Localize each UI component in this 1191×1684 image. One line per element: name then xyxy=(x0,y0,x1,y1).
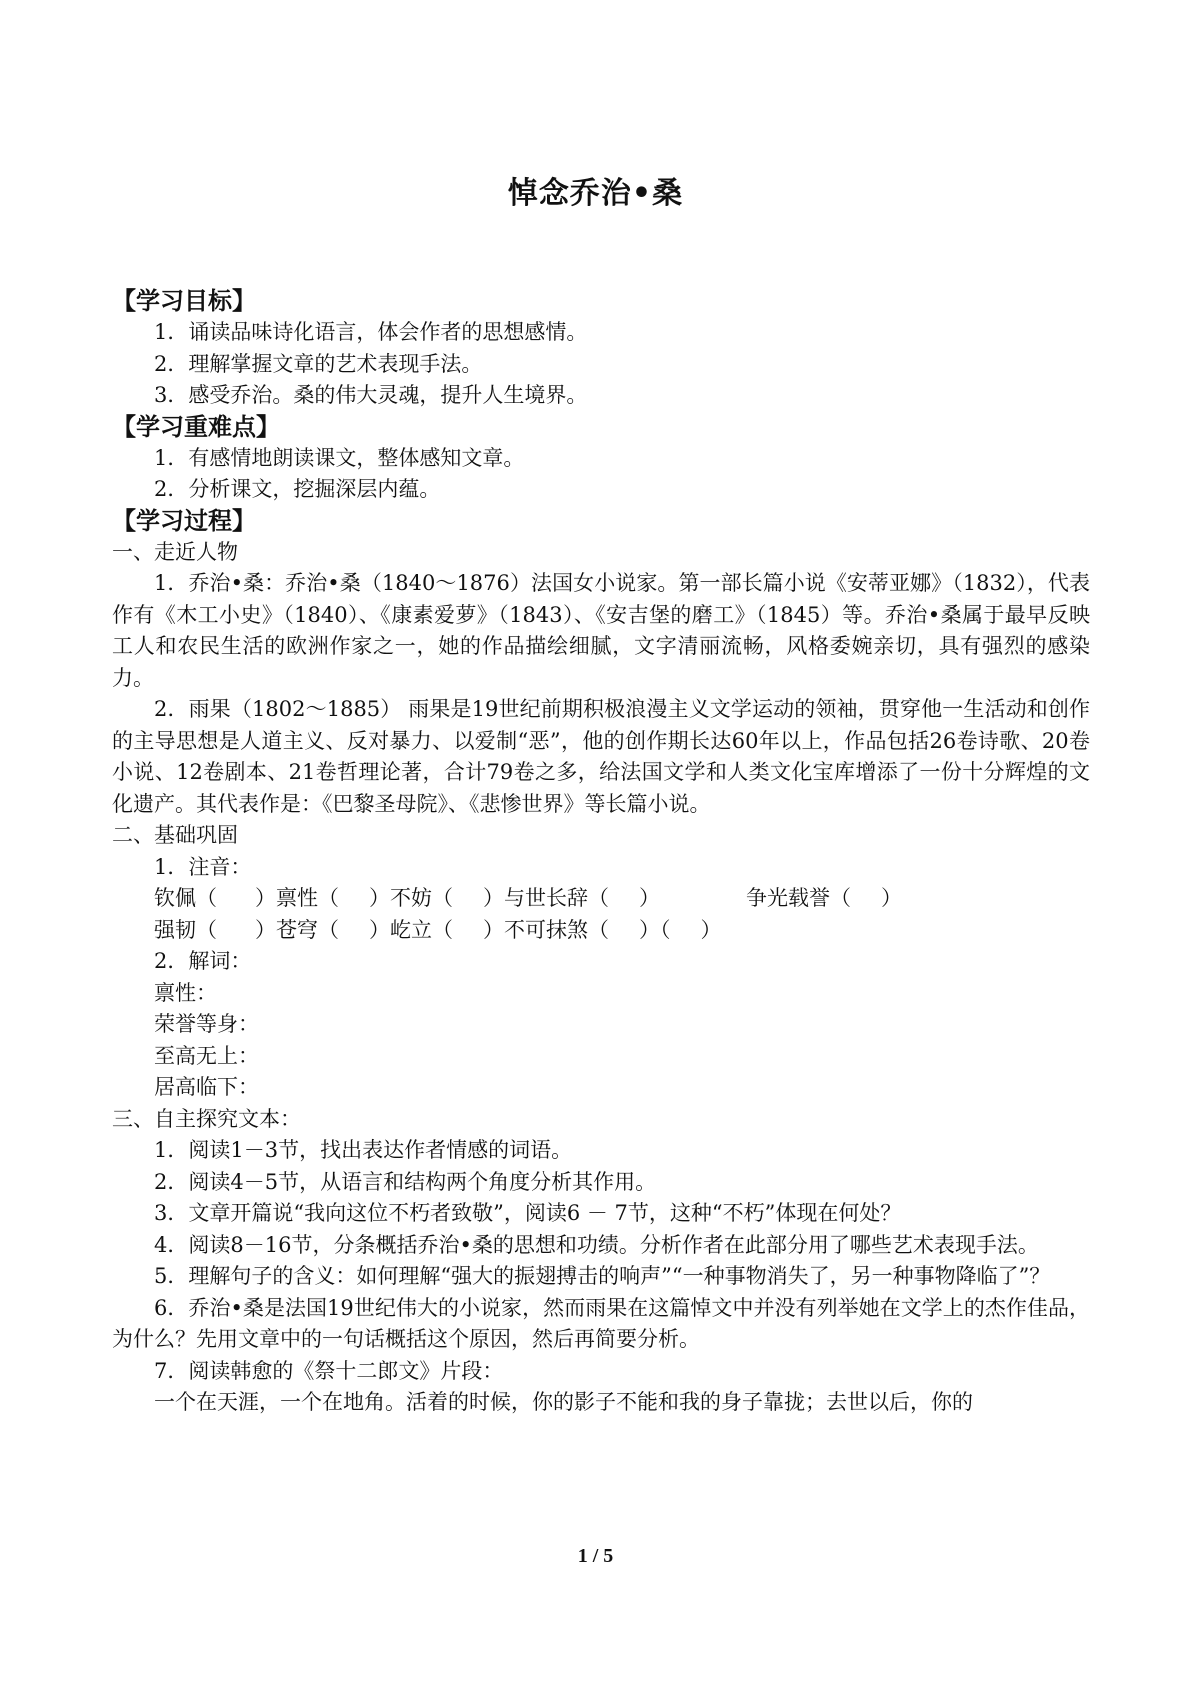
section-heading-key-points: 【学习重难点】 xyxy=(112,412,280,441)
vocab-question-label: 2．解词： xyxy=(154,949,252,973)
pinyin-word: ）不可抹煞（ xyxy=(483,917,609,942)
pinyin-word: 强韧（ xyxy=(154,917,217,942)
pinyin-word: ）不妨（ xyxy=(369,886,453,910)
inquiry-question-4: 4．阅读8－16节，分条概括乔治•桑的思想和功绩。分析作者在此部分用了哪些艺术表现手法。 xyxy=(154,1232,1039,1257)
vocab-term: 居高临下： xyxy=(154,1075,259,1099)
objective-item: 3．感受乔治。桑的伟大灵魂，提升人生境界。 xyxy=(154,383,588,407)
pinyin-word: ） xyxy=(881,886,902,910)
author-bio-george-sand: 1．乔治•桑：乔治•桑（1840～1876）法国女小说家。第一部长篇小说《安蒂亚娜》（1832），代表作有《木工小史》（1840）、《康素爱萝》（1843）、《安吉堡的磨工》（1845）等。乔治•桑属于最早反映工人和农民生活的欧洲作家之一，她的作品描绘细腻，文字清丽流畅，风格委婉亲切，具有强烈的感染力。 xyxy=(112,571,1090,690)
section-heading-process: 【学习过程】 xyxy=(112,506,256,535)
inquiry-question-6: 6．乔治•桑是法国19世纪伟大的小说家，然而雨果在这篇悼文中并没有列举她在文学上的杰作佳品，为什么？先用文章中的一句话概括这个原因，然后再简要分析。 xyxy=(112,1295,1090,1351)
pinyin-question-label: 1．注音： xyxy=(154,854,252,879)
pinyin-word: ）（ xyxy=(639,917,671,942)
inquiry-question-5: 5．理解句子的含义：如何理解“强大的振翅搏击的响声”“一种事物消失了，另一种事物降临了”？ xyxy=(154,1264,1051,1288)
author-bio-hugo: 2．雨果（1802～1885） 雨果是19世纪前期积极浪漫主义文学运动的领袖，贯穿他一生活动和创作的主导思想是人道主义、反对暴力、以爱制“恶”，他的创作期长达60年以上，作品包括26卷诗歌、20卷小说、12卷剧本、21卷哲理论著，合计79卷之多，给法国文学和人类文化宝库增添了一份十分辉煌的文化遗产。其代表作是：《巴黎圣母院》、《悲惨世界》等长篇小说。 xyxy=(112,697,1090,816)
pinyin-word: ）禀性（ xyxy=(255,886,339,910)
pinyin-word: ）屹立（ xyxy=(369,917,453,942)
pinyin-word: ）与世长辞（ xyxy=(483,886,609,910)
objective-item: 2．理解掌握文章的艺术表现手法。 xyxy=(154,351,483,376)
objective-item: 1．诵读品味诗化语言，体会作者的思想感情。 xyxy=(154,320,588,344)
document-body xyxy=(112,286,1090,1419)
inquiry-question-3: 3．文章开篇说“我向这位不朽者致敬”，阅读6 － 7节，这种“不朽”体现在何处？ xyxy=(154,1201,902,1225)
part1-heading: 一、走近人物 xyxy=(112,539,238,564)
section-heading-objectives: 【学习目标】 xyxy=(112,287,256,315)
vocab-term: 荣誉等身： xyxy=(154,1012,259,1036)
inquiry-question-1: 1．阅读1－3节，找出表达作者情感的词语。 xyxy=(154,1138,573,1162)
pinyin-word: ） xyxy=(700,917,722,942)
part3-heading: 三、自主探究文本： xyxy=(112,1106,301,1131)
pinyin-word: 争光载誉（ xyxy=(746,886,851,910)
inquiry-question-7: 7．阅读韩愈的《祭十二郎文》片段： xyxy=(154,1358,504,1383)
part2-heading: 二、基础巩固 xyxy=(112,823,238,847)
key-point-item: 1．有感情地朗读课文，整体感知文章。 xyxy=(154,445,525,470)
document-title: 悼念乔治•桑 xyxy=(507,176,684,211)
inquiry-question-2: 2．阅读4－5节，从语言和结构两个角度分析其作用。 xyxy=(154,1169,657,1194)
vocab-term: 至高无上： xyxy=(154,1043,259,1068)
pinyin-word: ） xyxy=(639,886,660,910)
key-point-item: 2．分析课文，挖掘深层内蕴。 xyxy=(154,477,441,501)
pinyin-word: 钦佩（ xyxy=(154,886,217,910)
pinyin-row-1 xyxy=(112,883,1090,915)
vocab-term: 禀性： xyxy=(154,980,217,1005)
excerpt-text: 一个在天涯，一个在地角。活着的时候，你的影子不能和我的身子靠拢；去世以后，你的 xyxy=(154,1390,973,1414)
page-number: 1 / 5 xyxy=(577,1545,614,1567)
pinyin-row-2 xyxy=(112,915,1090,947)
pinyin-word: ）苍穹（ xyxy=(255,917,339,942)
